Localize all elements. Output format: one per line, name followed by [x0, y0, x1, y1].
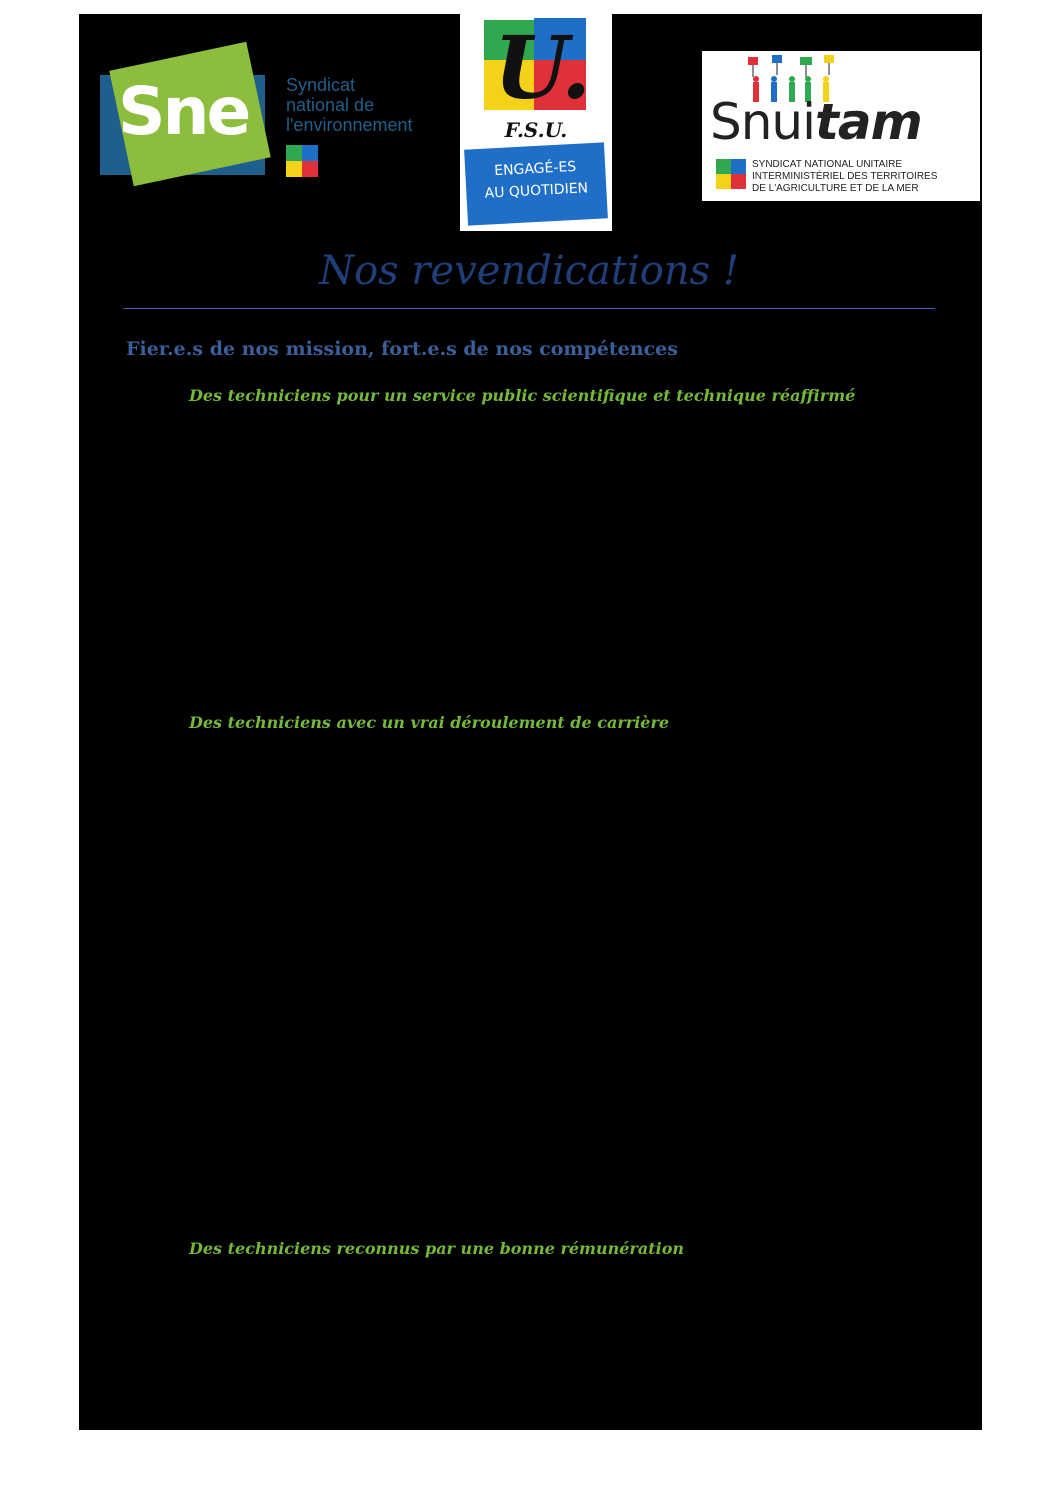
subheading-carriere: Des techniciens avec un vrai déroulement de carrière — [189, 713, 670, 732]
fsu-slogan-banner — [464, 142, 608, 225]
snuitam-fsu-mini-logo — [716, 159, 746, 189]
fsu-logo — [460, 14, 612, 231]
snuitam-subtitle: SYNDICAT NATIONAL UNITAIRE INTERMINISTÉRIEL DES TERRITOIRES DE L'AGRICULTURE ET DE LA MER — [752, 159, 938, 194]
fsu-letter-u: U. — [494, 18, 592, 119]
snuitam-logo — [702, 51, 980, 201]
fsu-mini-logo — [286, 145, 318, 177]
sne-logo-word: Sne — [118, 73, 249, 150]
subheading-service-public: Des techniciens pour un service public scientifique et technique réaffirmé — [189, 386, 856, 405]
section-heading: Fier.e.s de nos mission, fort.e.s de nos compétences — [126, 338, 678, 360]
snuitam-wordmark — [710, 93, 922, 151]
snuitam-word-plain: Snui — [710, 93, 816, 151]
document-title: Nos revendications ! — [319, 248, 739, 294]
title-divider — [123, 308, 935, 309]
snuitam-word-bold: tam — [815, 93, 922, 151]
fsu-acronym: F.S.U. — [504, 118, 568, 142]
sne-logo — [100, 55, 420, 185]
subheading-remuneration: Des techniciens reconnus par une bonne rémunération — [189, 1239, 684, 1258]
fsu-slogan-text: ENGAGÉ-ES AU QUOTIDIEN — [484, 158, 589, 202]
sne-logo-tagline: Syndicat national de l'environnement — [286, 75, 413, 135]
